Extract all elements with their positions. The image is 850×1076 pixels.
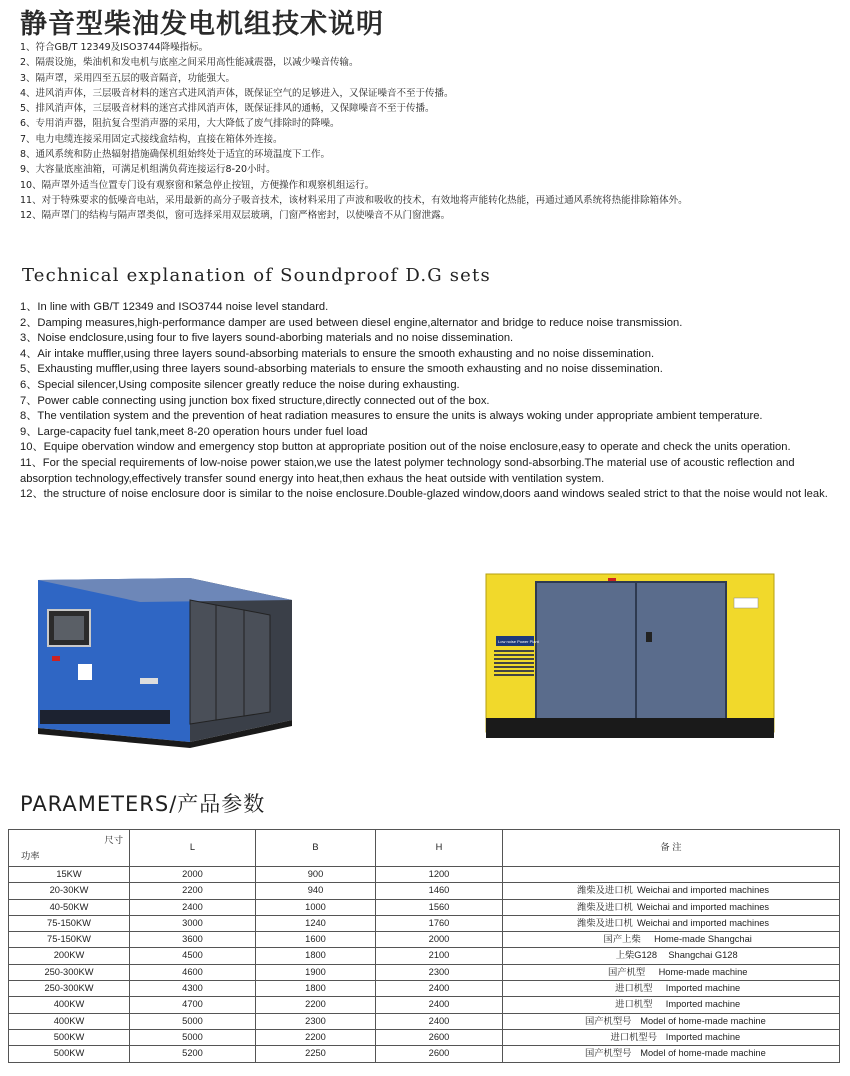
cell-power: 75-150KW [9,915,130,931]
cn-item: 5、排风消声体，三层吸音材料的迷宫式排风消声体，既保证排风的通畅，又保障噪音不至于传播。 [20,103,435,115]
cn-item: 4、进风消声体，三层吸音材料的迷宫式进风消声体，既保证空气的足够进入，又保证噪音不至于传播。 [20,87,454,99]
cn-item: 7、电力电缆连接采用固定式接线盒结构，直接在箱体外连接。 [20,133,283,145]
cell-note [503,1013,840,1029]
cell-l: 4500 [130,948,256,964]
cell-note [503,883,840,899]
note-en: Model of home-made machine [640,1015,766,1026]
cell-l: 4700 [130,997,256,1013]
cell-b: 1900 [256,964,376,980]
note-en: Imported machine [665,999,741,1010]
cell-b: 1800 [256,948,376,964]
note-en: Weichai and imported machines [636,901,770,912]
cell-h: 1200 [376,867,503,883]
cn-item: 9、大容量底座油箱，可满足机组满负荷连接运行8-20小时。 [20,164,276,176]
en-item: 6、Special silencer,Using composite silencer greatly reduce the noise during exhausting. [20,378,460,391]
cell-power: 20-30KW [9,883,130,899]
en-item: 4、Air intake muffler,using three layers sound-absorbing materials to ensure the smooth exhausting and no noise dissemination. [20,347,655,360]
blue-generator-image [30,570,300,750]
cell-h: 1460 [376,883,503,899]
table-row [9,899,840,915]
cn-item: 8、通风系统和防止热辐射措施确保机组始终处于适宜的环境温度下工作。 [20,149,331,161]
cell-h: 2100 [376,948,503,964]
note-cn: 潍柴及进口机 [577,901,633,912]
cell-power: 250-300KW [9,981,130,997]
note-cn: 国产机型 [607,966,646,977]
cell-h: 1560 [376,899,503,915]
cell-h: 2000 [376,932,503,948]
cell-l: 4600 [130,964,256,980]
cell-l: 5000 [130,1029,256,1045]
header-l: L [130,830,256,867]
note-en: Home-made Shangchai [654,934,752,945]
parameters-title: PARAMETERS/产品参数 [20,792,266,816]
english-title: Technical explanation of Soundproof D.G sets [22,265,491,286]
cell-h: 2600 [376,1029,503,1045]
cell-note [503,1029,840,1045]
cell-power: 200KW [9,948,130,964]
note-en: Weichai and imported machines [636,917,770,928]
header-power: 功率 [21,851,40,861]
cell-h: 2400 [376,1013,503,1029]
note-cn: 国产上柴 [603,934,641,945]
en-item: 8、The ventilation system and the prevention of heat radiation measures to ensure the units is always woking under appropriate ambient temperature. [20,410,763,423]
cn-item: 10、隔声罩外适当位置专门设有观察窗和紧急停止按钮，方便操作和观察机组运行。 [20,179,375,191]
cell-note [503,964,840,980]
cell-note [503,981,840,997]
cell-h: 2400 [376,997,503,1013]
cn-item: 2、隔震设施，柴油机和发电机与底座之间采用高性能减震器，以减少噪音传输。 [20,57,359,69]
yellow-generator-image [478,568,778,748]
cell-b: 2300 [256,1013,376,1029]
cell-h: 1760 [376,915,503,931]
chinese-spec-list [20,40,840,224]
cell-note [503,948,840,964]
note-en: Home-made machine [658,966,748,977]
note-en: Imported machine [665,983,741,994]
cell-b: 2200 [256,997,376,1013]
cell-l: 5200 [130,1046,256,1062]
en-item: 1、In line with GB/T 12349 and ISO3744 noise level standard. [20,301,329,313]
note-en: Shangchai G128 [668,950,738,961]
cell-power: 40-50KW [9,899,130,915]
cn-item: 1、符合GB/T 12349及ISO3744降噪指标。 [20,42,209,53]
cell-l: 2400 [130,899,256,915]
cell-power: 500KW [9,1029,130,1045]
en-item: 7、Power cable connecting using junction box fixed structure,directly connected out of the box. [20,394,490,407]
cell-power: 75-150KW [9,932,130,948]
cell-power: 250-300KW [9,964,130,980]
table-row [9,997,840,1013]
en-item: 10、Equipe obervation window and emergency stop button at appropriate position out of the noise enclosure,easy to operate and check the units operation. [20,441,791,454]
note-en: Model of home-made machine [640,1048,766,1059]
parameters-table [8,829,840,1063]
cell-b: 1800 [256,981,376,997]
english-spec-list [20,300,835,503]
table-row [9,932,840,948]
cell-b: 1000 [256,899,376,915]
header-note: 备 注 [503,830,840,867]
cell-note [503,1046,840,1062]
table-row [9,964,840,980]
cell-power: 500KW [9,1046,130,1062]
cn-item: 6、专用消声器，阻抗复合型消声器的采用，大大降低了废气排除时的降噪。 [20,118,340,130]
table-row [9,1046,840,1062]
note-cn: 潍柴及进口机 [577,885,633,896]
header-size: 尺寸 [104,835,123,845]
note-cn: 潍柴及进口机 [577,917,633,928]
table-row [9,1013,840,1029]
cell-l: 3600 [130,932,256,948]
cell-note [503,932,840,948]
note-cn: 国产机型号 [584,1048,632,1059]
cell-l: 2000 [130,867,256,883]
cn-item: 3、隔声罩，采用四至五层的吸音隔音，功能强大。 [20,72,236,84]
note-en: Weichai and imported machines [636,885,770,896]
note-cn: 国产机型号 [584,1015,632,1026]
table-row [9,867,840,883]
cell-b: 900 [256,867,376,883]
en-item: 12、the structure of noise enclosure door is similar to the noise enclosure.Double-glazed window,doors aand windows sealed strict to that the noise would not leak. [20,488,828,501]
cell-l: 3000 [130,915,256,931]
table-row [9,883,840,899]
note-cn: 进口机型号 [610,1031,658,1042]
cell-h: 2600 [376,1046,503,1062]
en-item: 2、Damping measures,high-performance damper are used between diesel engine,alternator and bridge to reduce noise transmission. [20,316,683,329]
cell-b: 1600 [256,932,376,948]
table-row [9,915,840,931]
cell-note [503,915,840,931]
cell-b: 2200 [256,1029,376,1045]
en-item: 3、Noise endclosure,using four to five layers sound-aborbing materials and no noise dissemination. [20,332,514,345]
cell-l: 5000 [130,1013,256,1029]
cell-power: 15KW [9,867,130,883]
header-h: H [376,830,503,867]
table-row [9,981,840,997]
table-header-row [9,830,840,867]
table-row [9,1029,840,1045]
note-en: Imported machine [665,1031,741,1042]
cell-l: 4300 [130,981,256,997]
cell-b: 2250 [256,1046,376,1062]
note-cn: 进口机型 [615,983,653,994]
cell-power: 400KW [9,997,130,1013]
cell-b: 940 [256,883,376,899]
cell-power: 400KW [9,1013,130,1029]
table-row [9,948,840,964]
header-b: B [256,830,376,867]
cell-note [503,997,840,1013]
cn-item: 12、隔声罩门的结构与隔声罩类似，窗可选择采用双层玻璃，门窗严格密封，以使噪音不从门窗泄露。 [20,210,451,222]
yellow-panel-label: Low noise Power Plant [498,639,539,644]
cell-note [503,899,840,915]
note-cn: 进口机型 [615,999,653,1010]
cell-note [503,867,840,883]
cell-l: 2200 [130,883,256,899]
cell-h: 2300 [376,964,503,980]
en-item: 5、Exhausting muffler,using three layers sound-absorbing materials to ensure the smooth exhausting and no noise dissemination. [20,363,663,376]
header-power-size [9,830,130,867]
en-item: 9、Large-capacity fuel tank,meet 8-20 operation hours under fuel load [20,425,368,438]
cell-h: 2400 [376,981,503,997]
chinese-title: 静音型柴油发电机组技术说明 [20,9,384,40]
cn-item: 11、对于特殊要求的低噪音电站，采用最新的高分子吸音技术，该材料采用了声波和吸收的技术，有效地将声能转化热能，再通过通风系统将热能排除箱体外。 [20,194,688,206]
cell-b: 1240 [256,915,376,931]
note-cn: 上柴G128 [615,950,658,961]
en-item: 11、For the special requirements of low-noise power staion,we use the latest polymer technology sond-absorbing.The material use of acoustic reflection and absorption technology,effectively transfer sound energy into heat,then exhaus the heat outside with ventilation system. [20,456,795,485]
